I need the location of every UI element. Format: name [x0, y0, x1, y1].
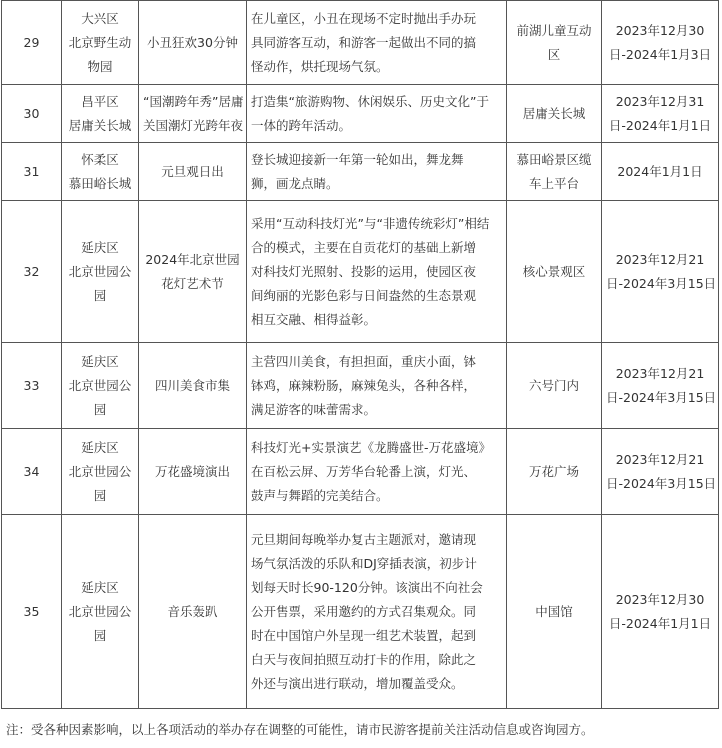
- event-venue-line: 核心景观区: [522, 263, 586, 279]
- event-name-line: 小丑狂欢30分钟: [147, 34, 238, 50]
- event-dates-cell: [602, 515, 719, 709]
- event-name-cell: [139, 201, 247, 343]
- event-description-line: 怪动作，烘托现场气氛。: [251, 58, 389, 74]
- event-number-cell: 33: [2, 343, 62, 429]
- event-venue-cell: [507, 143, 602, 201]
- event-location-line: 北京野生动: [68, 34, 132, 50]
- event-description-line: 科技灯光+实景演艺《龙腾盛世-万花盛境》: [251, 439, 491, 455]
- table-row: [2, 515, 719, 709]
- event-description-line: 满足游客的味蕾需求。: [251, 401, 377, 417]
- event-dates-line: 2023年12月30: [615, 591, 705, 607]
- event-name-line: 音乐轰趴: [167, 603, 218, 619]
- event-description-line: 公开售票，采用邀约的方式召集观众。同: [251, 603, 477, 619]
- event-venue-cell: [507, 343, 602, 429]
- event-dates-cell: [602, 1, 719, 85]
- event-name-line: 万花盛境演出: [154, 463, 230, 479]
- event-name-line: 花灯艺术节: [161, 275, 224, 291]
- event-number-cell: 35: [2, 515, 62, 709]
- event-dates-line: 2023年12月21: [615, 451, 705, 467]
- event-location-line: 慕田峪长城: [68, 175, 132, 191]
- event-description-line: 对科技灯光照射、投影的运用，使园区夜: [251, 263, 477, 279]
- event-venue-cell: [507, 201, 602, 343]
- event-location-line: 北京世园公: [68, 377, 132, 393]
- event-name-line: 关国潮灯光跨年夜: [143, 117, 244, 133]
- event-location-line: 园: [93, 287, 107, 303]
- event-location-cell: [62, 201, 139, 343]
- event-dates-line: 2023年12月21: [615, 251, 705, 267]
- event-dates-cell: [602, 85, 719, 143]
- event-location-line: 大兴区: [81, 10, 119, 26]
- event-location-cell: [62, 143, 139, 201]
- table-row: [2, 343, 719, 429]
- event-dates-cell: [602, 201, 719, 343]
- event-description-line: 狮，画龙点睛。: [251, 175, 339, 191]
- event-description-line: 主营四川美食，有担担面，重庆小面，钵: [251, 353, 477, 369]
- event-venue-cell: [507, 429, 602, 515]
- event-description-line: 间绚丽的光影色彩与日间盎然的生态景观: [251, 287, 477, 303]
- event-location-line: 物园: [87, 58, 113, 74]
- event-dates-cell: [602, 429, 719, 515]
- event-location-line: 居庸关长城: [68, 117, 132, 133]
- table-row: [2, 85, 719, 143]
- event-description-line: 时在中国馆户外呈现一组艺术装置，起到: [251, 627, 477, 643]
- event-dates-line: 日-2024年1月1日: [608, 615, 712, 631]
- event-location-line: 昌平区: [81, 93, 119, 109]
- event-description-cell: [247, 429, 507, 515]
- event-description-line: 在百松云屏、万芳华台轮番上演，灯光、: [251, 463, 477, 479]
- event-name-line: 2024年北京世园: [145, 251, 240, 267]
- event-name-cell: [139, 343, 247, 429]
- event-description-line: 钵鸡，麻辣粉肠，麻辣兔头，各种各样，: [251, 377, 477, 393]
- event-description-line: 相互交融、相得益彰。: [251, 311, 377, 327]
- events-table: [1, 0, 719, 709]
- table-row: [2, 429, 719, 515]
- event-description-line: 划每天时长90-120分钟。该演出不向社会: [251, 579, 483, 595]
- event-location-line: 园: [93, 627, 107, 643]
- event-number-cell: 31: [2, 143, 62, 201]
- event-location-cell: [62, 1, 139, 85]
- event-number-cell: 30: [2, 85, 62, 143]
- event-venue-line: 中国馆: [535, 603, 573, 619]
- event-description-line: 打造集“旅游购物、休闲娱乐、历史文化”于: [251, 93, 489, 109]
- event-dates-line: 2023年12月31: [615, 93, 705, 109]
- event-description-line: 场气氛活泼的乐队和DJ穿插表演，初步计: [251, 555, 477, 571]
- event-description-cell: [247, 1, 507, 85]
- event-name-line: “国潮跨年秀”居庸: [143, 93, 244, 109]
- event-description-line: 白天与夜间拍照互动打卡的作用，除此之: [251, 651, 477, 667]
- event-dates-line: 日-2024年3月15日: [606, 389, 717, 405]
- event-number-cell: 29: [2, 1, 62, 85]
- event-location-line: 怀柔区: [81, 151, 119, 167]
- event-description-line: 采用“互动科技灯光”与“非遗传统彩灯”相结: [251, 215, 490, 231]
- event-name-cell: [139, 1, 247, 85]
- event-name-line: 四川美食市集: [154, 377, 230, 393]
- event-location-line: 北京世园公: [68, 603, 132, 619]
- event-description-cell: [247, 143, 507, 201]
- event-location-line: 延庆区: [81, 239, 119, 255]
- event-venue-line: 前湖儿童互动: [516, 22, 592, 38]
- event-location-line: 园: [93, 401, 107, 417]
- table-row: [2, 1, 719, 85]
- event-description-line: 鼓声与舞蹈的完美结合。: [251, 487, 389, 503]
- event-location-line: 园: [93, 487, 107, 503]
- event-description-line: 登长城迎接新一年第一轮如出，舞龙舞: [251, 151, 464, 167]
- event-venue-line: 万花广场: [528, 463, 579, 479]
- event-number-cell: 32: [2, 201, 62, 343]
- event-location-line: 延庆区: [81, 579, 119, 595]
- event-location-line: 北京世园公: [68, 463, 132, 479]
- event-dates-line: 2023年12月30: [615, 22, 705, 38]
- event-description-line: 在儿童区，小丑在现场不定时抛出手办玩: [251, 10, 477, 26]
- event-venue-line: 区: [547, 46, 561, 62]
- event-venue-cell: [507, 85, 602, 143]
- table-row: [2, 143, 719, 201]
- event-description-cell: [247, 201, 507, 343]
- event-dates-line: 日-2024年3月15日: [606, 275, 717, 291]
- event-number-cell: 34: [2, 429, 62, 515]
- event-description-line: 外还与演出进行联动，增加覆盖受众。: [251, 675, 464, 691]
- event-venue-cell: [507, 1, 602, 85]
- event-venue-cell: [507, 515, 602, 709]
- event-venue-line: 车上平台: [528, 175, 579, 191]
- event-location-cell: [62, 429, 139, 515]
- event-name-cell: [139, 85, 247, 143]
- event-description-line: 元旦期间每晚举办复古主题派对，邀请现: [251, 531, 477, 547]
- event-venue-line: 居庸关长城: [522, 105, 586, 121]
- event-location-line: 北京世园公: [68, 263, 132, 279]
- event-description-line: 一体的跨年活动。: [251, 117, 352, 133]
- event-location-line: 延庆区: [81, 439, 119, 455]
- event-location-cell: [62, 515, 139, 709]
- event-dates-line: 日-2024年1月1日: [608, 117, 712, 133]
- event-venue-line: 六号门内: [528, 377, 579, 393]
- table-row: [2, 201, 719, 343]
- event-dates-line: 日-2024年3月15日: [606, 475, 717, 491]
- event-description-cell: [247, 343, 507, 429]
- event-dates-line: 2024年1月1日: [617, 163, 703, 179]
- event-description-line: 合的模式，主要在自贡花灯的基础上新增: [251, 239, 477, 255]
- event-name-line: 元旦观日出: [161, 163, 224, 179]
- event-name-cell: [139, 515, 247, 709]
- footnote: 注：受各种因素影响，以上各项活动的举办存在调整的可能性，请市民游客提前关注活动信息或咨询园方。: [6, 722, 594, 737]
- event-venue-line: 慕田峪景区缆: [516, 151, 592, 167]
- event-dates-cell: [602, 143, 719, 201]
- event-description-cell: [247, 85, 507, 143]
- event-location-cell: [62, 343, 139, 429]
- event-description-line: 具同游客互动，和游客一起做出不同的搞: [251, 34, 477, 50]
- event-dates-cell: [602, 343, 719, 429]
- event-name-cell: [139, 429, 247, 515]
- events-table-body: [2, 1, 719, 709]
- event-location-line: 延庆区: [81, 353, 119, 369]
- event-location-cell: [62, 85, 139, 143]
- event-name-cell: [139, 143, 247, 201]
- event-dates-line: 2023年12月21: [615, 365, 705, 381]
- event-dates-line: 日-2024年1月3日: [608, 46, 712, 62]
- event-description-cell: [247, 515, 507, 709]
